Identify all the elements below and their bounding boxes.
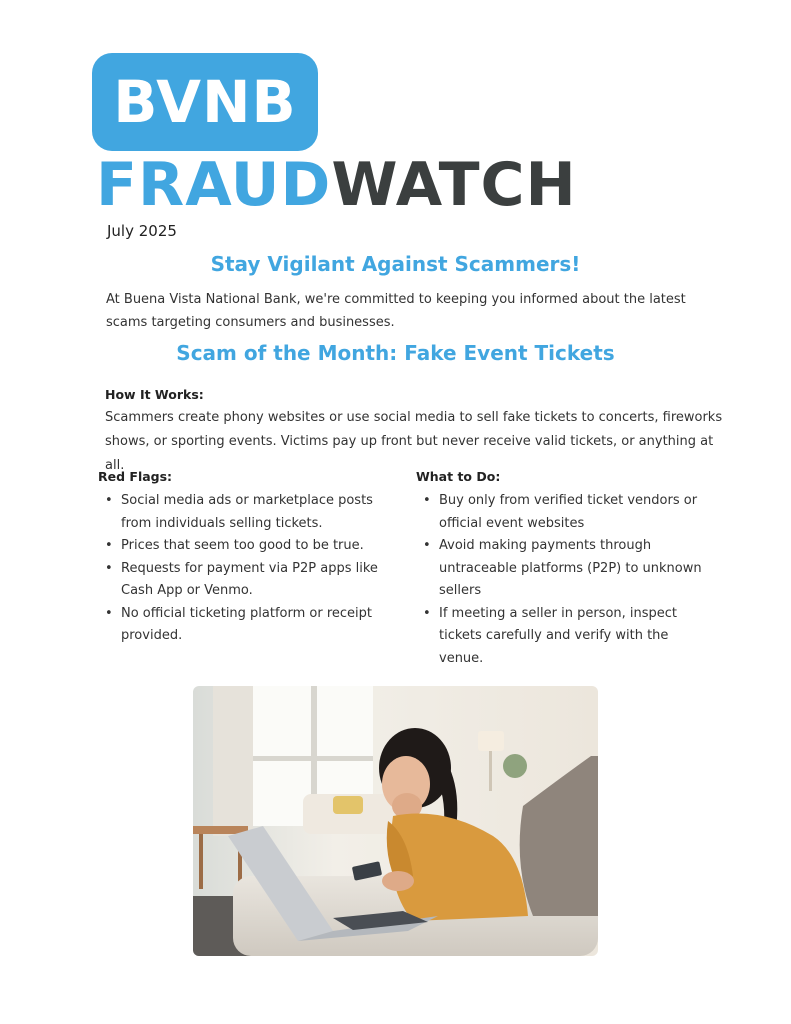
woman-laptop-photo [193,686,598,956]
bullet-icon: • [105,493,113,508]
intro-paragraph: At Buena Vista National Bank, we're committed to keeping you informed about the latest scams targeting consumers and businesses. [106,292,686,330]
what-to-do-text: If meeting a seller in person, inspect tickets carefully and verify with the venue. [439,605,678,666]
bullet-icon: • [423,493,431,508]
logo-text: BVNB [113,68,297,136]
red-flags-title: Red Flags: [98,469,173,484]
what-to-do-title: What to Do: [416,469,501,484]
photo-illustration [193,686,598,956]
list-item [98,603,388,648]
red-flags-column [98,468,388,648]
list-item [98,490,388,535]
scam-of-month-title: Scam of the Month: Fake Event Tickets [176,341,615,365]
red-flag-text: No official ticketing platform or receipt provided. [121,605,373,643]
what-to-do-text: Buy only from verified ticket vendors or official event websites [439,493,698,531]
how-it-works-title: How It Works: [105,387,204,402]
how-it-works-body: Scammers create phony websites or use social media to sell fake tickets to concerts, fireworks shows, or sporting events. Victims pay up front but never receive valid tickets, or anything at all. [105,410,723,473]
bvnb-logo [92,53,318,151]
red-flag-text: Requests for payment via P2P apps like Cash App or Venmo. [121,560,378,598]
masthead-title [96,150,577,220]
bullet-icon: • [423,605,431,621]
list-item [416,603,716,671]
list-item [98,558,388,603]
red-flag-text: Social media ads or marketplace posts from individuals selling tickets. [121,493,373,531]
list-item [416,490,716,535]
issue-date: July 2025 [107,222,177,240]
masthead-watch: WATCH [331,150,577,220]
what-to-do-list [416,490,716,670]
red-flag-text: Prices that seem too good to be true. [121,538,364,553]
bullet-icon: • [105,538,113,553]
what-to-do-column [416,468,716,670]
bullet-icon: • [105,560,113,576]
main-headline: Stay Vigilant Against Scammers! [210,252,581,276]
list-item [416,535,716,603]
bullet-icon: • [105,605,113,621]
what-to-do-text: Avoid making payments through untraceable platforms (P2P) to unknown sellers [439,538,702,598]
list-item [98,535,388,558]
red-flags-list [98,490,388,648]
bullet-icon: • [423,538,431,553]
masthead-fraud: FRAUD [96,150,332,220]
